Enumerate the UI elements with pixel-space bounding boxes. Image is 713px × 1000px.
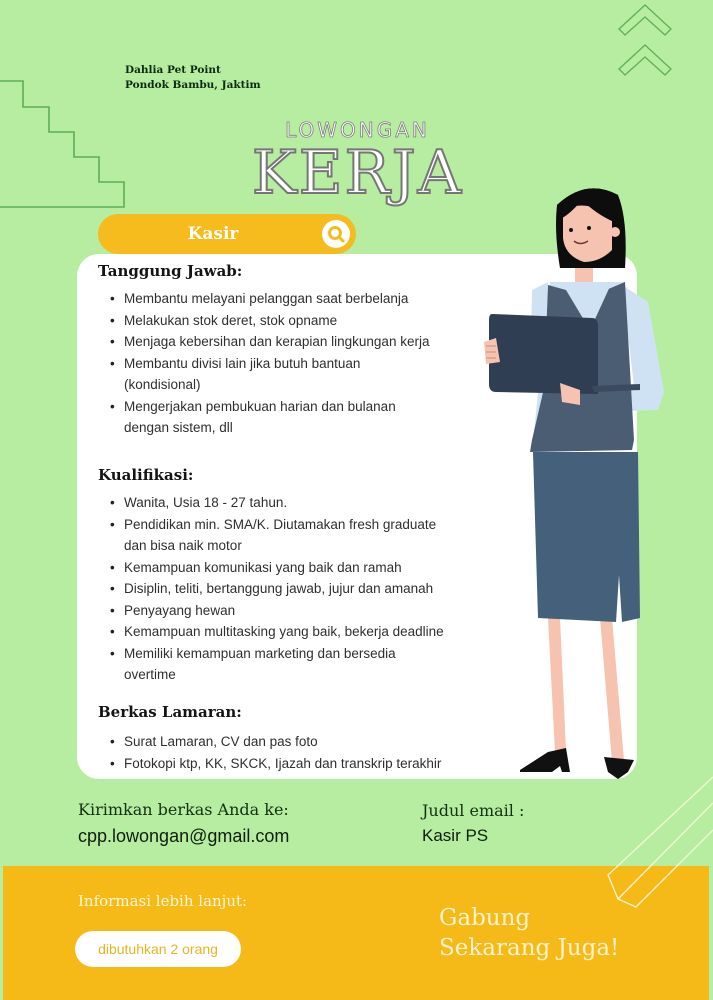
list-item: • Penyayang hewan — [108, 600, 468, 622]
qualifications-title: Kualifikasi: — [98, 466, 194, 484]
list-item: • Wanita, Usia 18 - 27 tahun. — [108, 492, 468, 514]
responsibilities-title: Tanggung Jawab: — [98, 262, 243, 280]
email-subject-label: Judul email : — [422, 801, 525, 820]
email-subject-value: Kasir PS — [422, 826, 489, 845]
list-item: • Membantu melayani pelanggan saat berbelanja — [108, 288, 438, 310]
double-chevron-up-icon — [616, 2, 674, 80]
title-lowongan: LOWONGAN — [285, 118, 430, 142]
qualifications-list — [108, 492, 468, 686]
position-label: Kasir — [187, 224, 239, 244]
list-item: • Kemampuan komunikasi yang baik dan ramah — [108, 557, 468, 579]
list-item: • Pendidikan min. SMA/K. Diutamakan fresh graduate dan bisa naik motor — [108, 514, 453, 557]
documents-title: Berkas Lamaran: — [98, 703, 242, 721]
list-item: • Melakukan stok deret, stok opname — [108, 310, 438, 332]
pencil-outline-decoration-icon — [600, 775, 713, 910]
position-pill — [98, 214, 356, 254]
search-button[interactable] — [322, 220, 350, 248]
send-documents-label: Kirimkan berkas Anda ke: — [78, 800, 289, 819]
email-address-link[interactable]: cpp.lowongan@gmail.com — [78, 826, 290, 846]
list-item: • Mengerjakan pembukuan harian dan bulanan dengan sistem, dll — [108, 396, 408, 439]
cta-line-1: Gabung — [439, 905, 531, 931]
company-location: Pondok Bambu, Jaktim — [125, 79, 261, 91]
company-name: Dahlia Pet Point — [125, 64, 221, 76]
positions-needed-badge: dibutuhkan 2 orang — [75, 931, 241, 967]
search-icon — [326, 224, 346, 244]
documents-list — [108, 731, 468, 774]
list-item: • Menjaga kebersihan dan kerapian lingkungan kerja — [108, 331, 438, 353]
cta-line-2: Sekarang Juga! — [439, 935, 620, 961]
title-kerja: KERJA — [251, 138, 464, 208]
list-item: • Fotokopi ktp, KK, SKCK, Ijazah dan transkrip terakhir — [108, 753, 468, 775]
list-item: • Surat Lamaran, CV dan pas foto — [108, 731, 468, 753]
list-item: • Memiliki kemampuan marketing dan bersedia overtime — [108, 643, 418, 686]
more-info-label: Informasi lebih lanjut: — [78, 892, 248, 910]
list-item: • Membantu divisi lain jika butuh bantuan (kondisional) — [108, 353, 378, 396]
company-info — [125, 63, 261, 93]
list-item: • Disiplin, teliti, bertanggung jawab, jujur dan amanah — [108, 578, 468, 600]
responsibilities-list — [108, 288, 438, 439]
woman-with-laptop-illustration — [470, 170, 670, 785]
join-now-cta — [439, 903, 619, 963]
list-item: • Kemampuan multitasking yang baik, bekerja deadline — [108, 621, 468, 643]
